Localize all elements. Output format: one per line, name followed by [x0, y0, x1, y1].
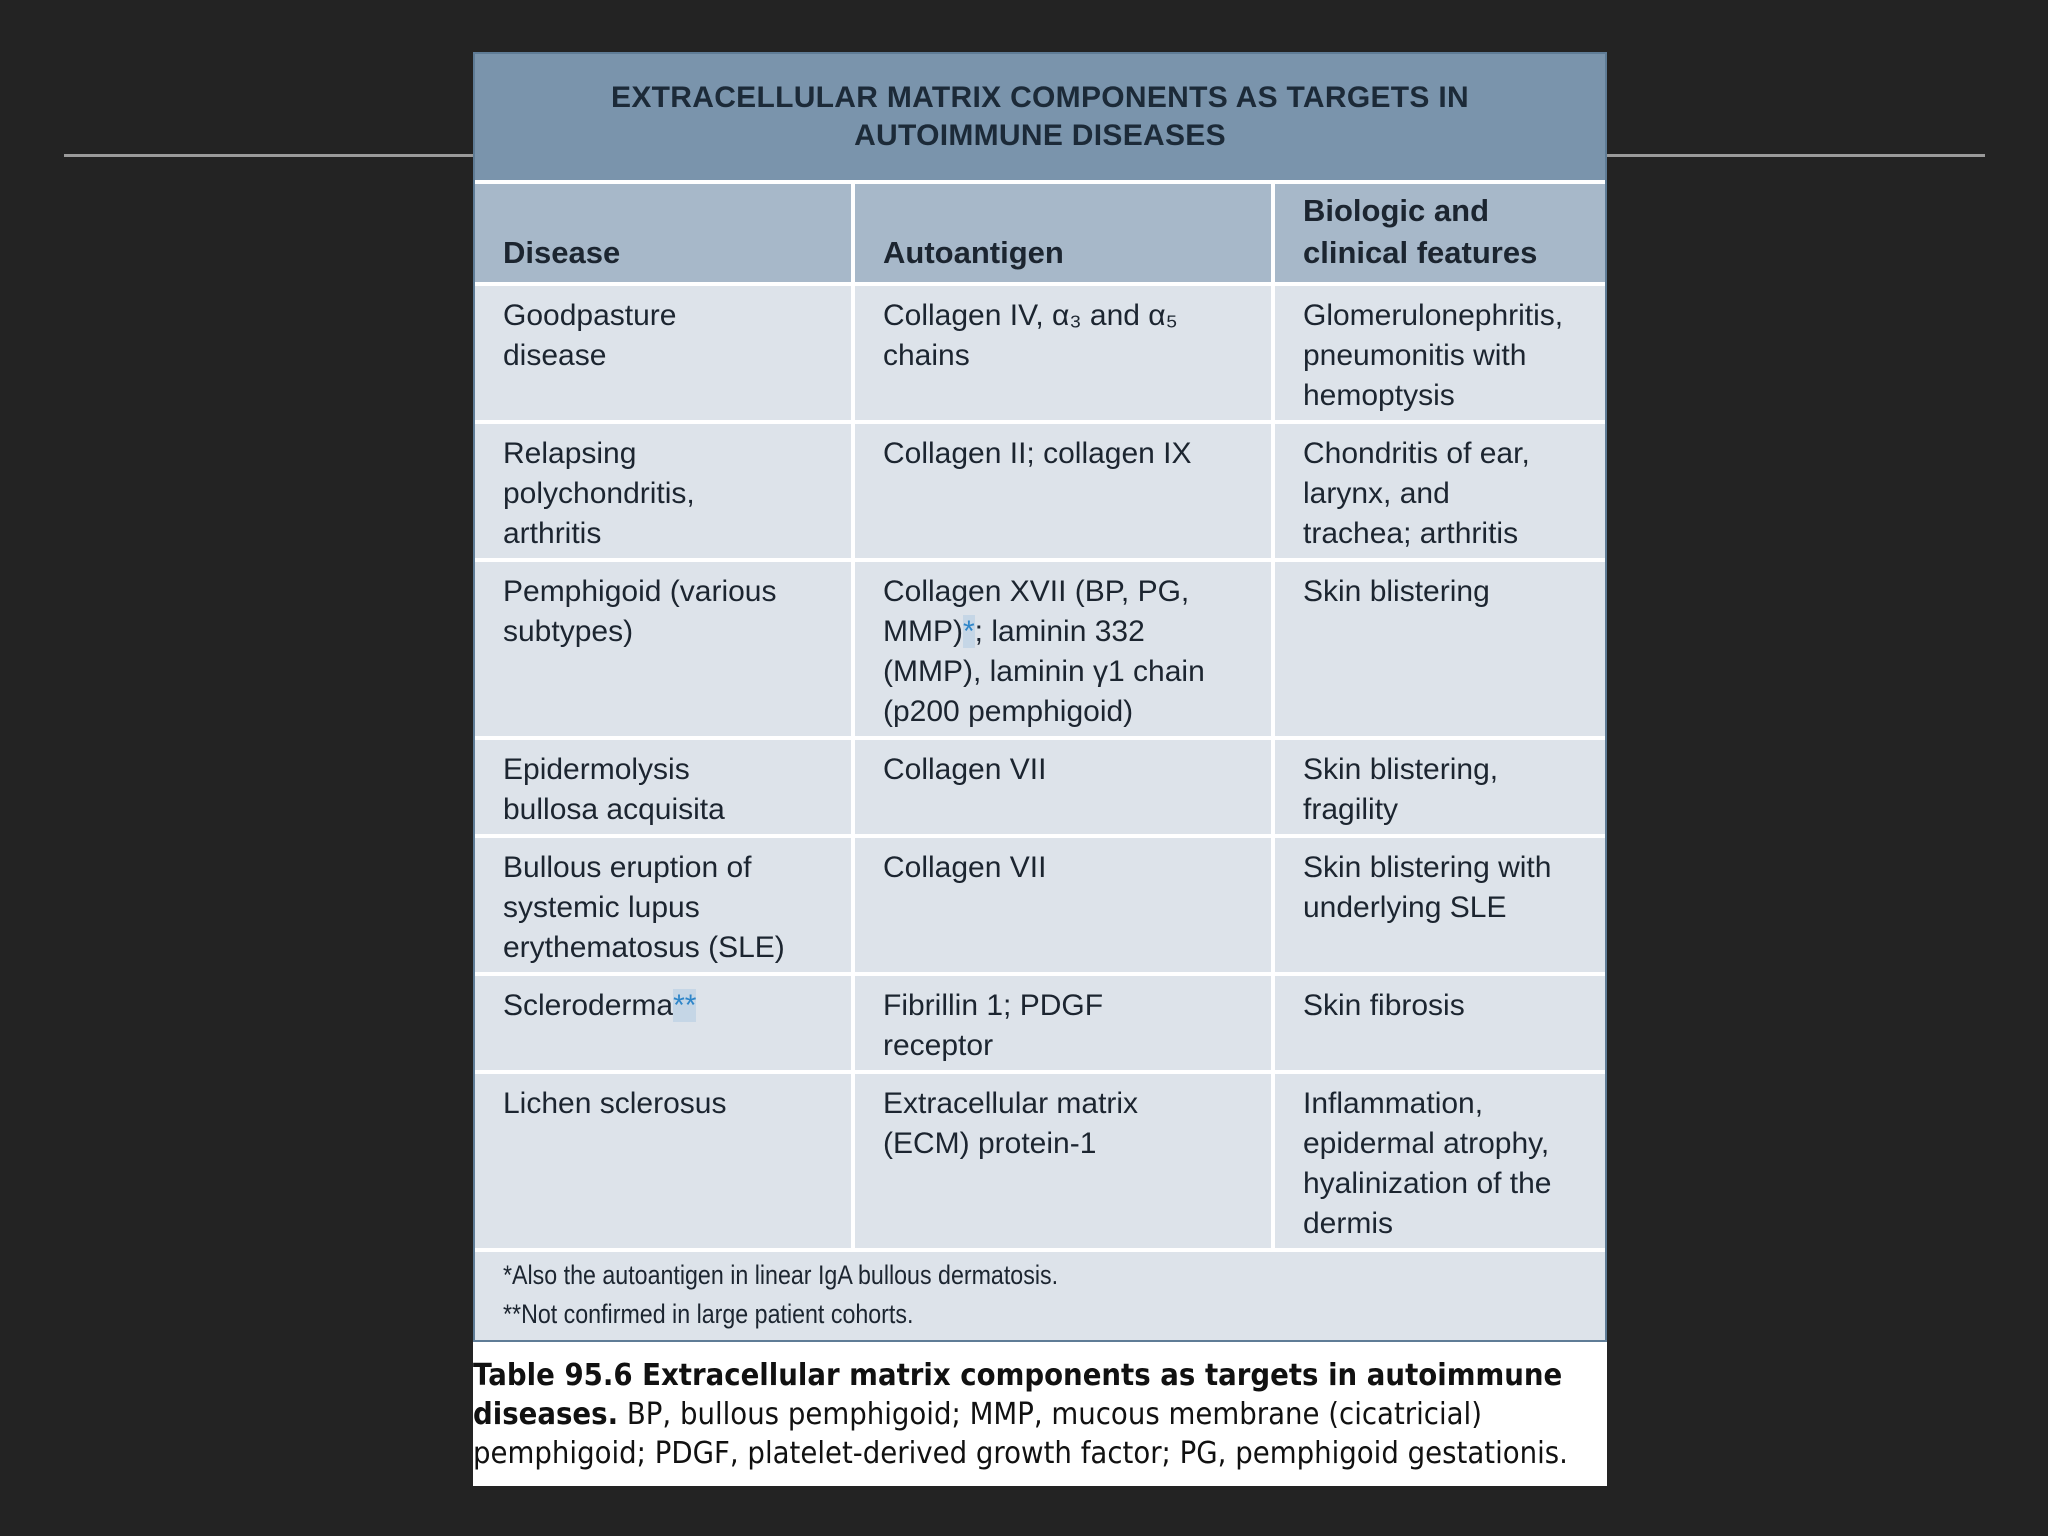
- cell-line: Extracellular matrix: [883, 1087, 1139, 1120]
- table-title-line: AUTOIMMUNE DISEASES: [854, 119, 1226, 152]
- slide-rule-right: [1605, 154, 1985, 157]
- cell-line: receptor: [883, 1029, 994, 1062]
- cell-line: disease: [503, 339, 607, 372]
- cell-line: erythematosus (SLE): [503, 931, 785, 964]
- cell-line: dermis: [1303, 1207, 1394, 1240]
- cell-line: Lichen sclerosus: [503, 1087, 727, 1120]
- cell-line: bullosa acquisita: [503, 793, 725, 826]
- header-label: Disease: [503, 235, 621, 270]
- cell-text: ; laminin 332: [974, 615, 1145, 648]
- table-footnotes: [503, 1256, 1363, 1334]
- cell-line: Skin fibrosis: [1303, 989, 1465, 1022]
- header-label: Biologic and: [1303, 193, 1489, 228]
- cell-disease: [475, 740, 851, 834]
- cell-text: Scleroderma: [503, 989, 674, 1022]
- cell-line: Collagen II; collagen IX: [883, 437, 1192, 470]
- caption-text: pemphigoid; PDGF, platelet-derived growth factor; PG, pemphigoid gestationis.: [473, 1436, 1568, 1471]
- cell-line: Collagen XVII (BP, PG,: [883, 575, 1190, 608]
- header-label: Autoantigen: [883, 235, 1064, 270]
- cell-line: Skin blistering with: [1303, 851, 1552, 884]
- cell-line: Collagen IV, α₃ and α₅: [883, 299, 1178, 332]
- cell-line: chains: [883, 339, 970, 372]
- cell-features: [1275, 740, 1607, 834]
- cell-autoantigen: [855, 976, 1271, 1070]
- table-row: [475, 286, 1605, 420]
- cell-line: pneumonitis with: [1303, 339, 1527, 372]
- cell-disease: [475, 1074, 851, 1248]
- cell-line: (p200 pemphigoid): [883, 695, 1134, 728]
- caption-text: BP, bullous pemphigoid; MMP, mucous membrane (cicatricial): [618, 1397, 1482, 1432]
- footnote: *Also the autoantigen in linear IgA bullous dermatosis.: [503, 1260, 1059, 1290]
- slide-rule-left: [64, 154, 474, 157]
- cell-features: [1275, 562, 1607, 736]
- caption-bold: diseases.: [473, 1397, 619, 1432]
- footnote-marker[interactable]: **: [673, 989, 697, 1022]
- cell-line: Bullous eruption of: [503, 851, 752, 884]
- cell-line: (ECM) protein-1: [883, 1127, 1097, 1160]
- table-row: [475, 740, 1605, 834]
- row-divider: [475, 180, 1605, 184]
- cell-disease: [475, 562, 851, 736]
- cell-disease: [475, 838, 851, 972]
- table-row: [475, 424, 1605, 558]
- table-row: [475, 838, 1605, 972]
- cell-disease: [475, 286, 851, 420]
- cell-line: (MMP), laminin γ1 chain: [883, 655, 1205, 688]
- cell-line: underlying SLE: [1303, 891, 1507, 924]
- cell-line: Glomerulonephritis,: [1303, 299, 1564, 332]
- cell-line: polychondritis,: [503, 477, 695, 510]
- table-header-row: [475, 184, 1605, 282]
- cell-line: epidermal atrophy,: [1303, 1127, 1550, 1160]
- cell-line: larynx, and: [1303, 477, 1450, 510]
- cell-line: arthritis: [503, 517, 602, 550]
- table-row: [475, 1074, 1605, 1248]
- cell-line: systemic lupus: [503, 891, 700, 924]
- cell-line: [883, 612, 1253, 652]
- cell-autoantigen: [855, 562, 1271, 736]
- cell-features: [1275, 1074, 1607, 1248]
- cell-autoantigen: [855, 286, 1271, 420]
- table-title-line: EXTRACELLULAR MATRIX COMPONENTS AS TARGETS IN: [611, 81, 1469, 114]
- cell-line: Skin blistering: [1303, 575, 1490, 608]
- cell-line: Skin blistering,: [1303, 753, 1499, 786]
- header-features: [1275, 184, 1607, 282]
- table-caption: [473, 1356, 1568, 1473]
- cell-features: [1275, 424, 1607, 558]
- cell-features: [1275, 838, 1607, 972]
- cell-line: Inflammation,: [1303, 1087, 1484, 1120]
- cell-autoantigen: [855, 740, 1271, 834]
- header-disease: [475, 184, 851, 282]
- row-divider: [475, 1248, 1605, 1252]
- header-autoantigen: [855, 184, 1271, 282]
- header-label: clinical features: [1303, 235, 1538, 270]
- cell-line: Relapsing: [503, 437, 637, 470]
- cell-line: subtypes): [503, 615, 634, 648]
- cell-autoantigen: [855, 838, 1271, 972]
- table-row: [475, 976, 1605, 1070]
- cell-line: Goodpasture: [503, 299, 677, 332]
- cell-disease: [475, 976, 851, 1070]
- cell-line: Pemphigoid (various: [503, 575, 777, 608]
- cell-line: Chondritis of ear,: [1303, 437, 1530, 470]
- cell-disease: [475, 424, 851, 558]
- table-title: [590, 79, 1490, 155]
- data-table: [473, 52, 1607, 1342]
- cell-autoantigen: [855, 1074, 1271, 1248]
- cell-line: fragility: [1303, 793, 1399, 826]
- footnote: **Not confirmed in large patient cohorts.: [503, 1299, 914, 1329]
- cell-line: [503, 986, 833, 1026]
- cell-line: Fibrillin 1; PDGF: [883, 989, 1104, 1022]
- cell-text: MMP): [883, 615, 963, 648]
- table-title-band: [475, 54, 1605, 180]
- cell-features: [1275, 286, 1607, 420]
- cell-line: Collagen VII: [883, 753, 1047, 786]
- cell-line: hemoptysis: [1303, 379, 1455, 412]
- cell-line: Epidermolysis: [503, 753, 690, 786]
- cell-autoantigen: [855, 424, 1271, 558]
- cell-features: [1275, 976, 1607, 1070]
- table-row: [475, 562, 1605, 736]
- footnote-marker[interactable]: *: [962, 615, 975, 648]
- table-figure: [473, 52, 1607, 1486]
- cell-line: trachea; arthritis: [1303, 517, 1519, 550]
- cell-line: hyalinization of the: [1303, 1167, 1552, 1200]
- caption-bold: Table 95.6 Extracellular matrix components as targets in autoimmune: [473, 1358, 1563, 1393]
- cell-line: Collagen VII: [883, 851, 1047, 884]
